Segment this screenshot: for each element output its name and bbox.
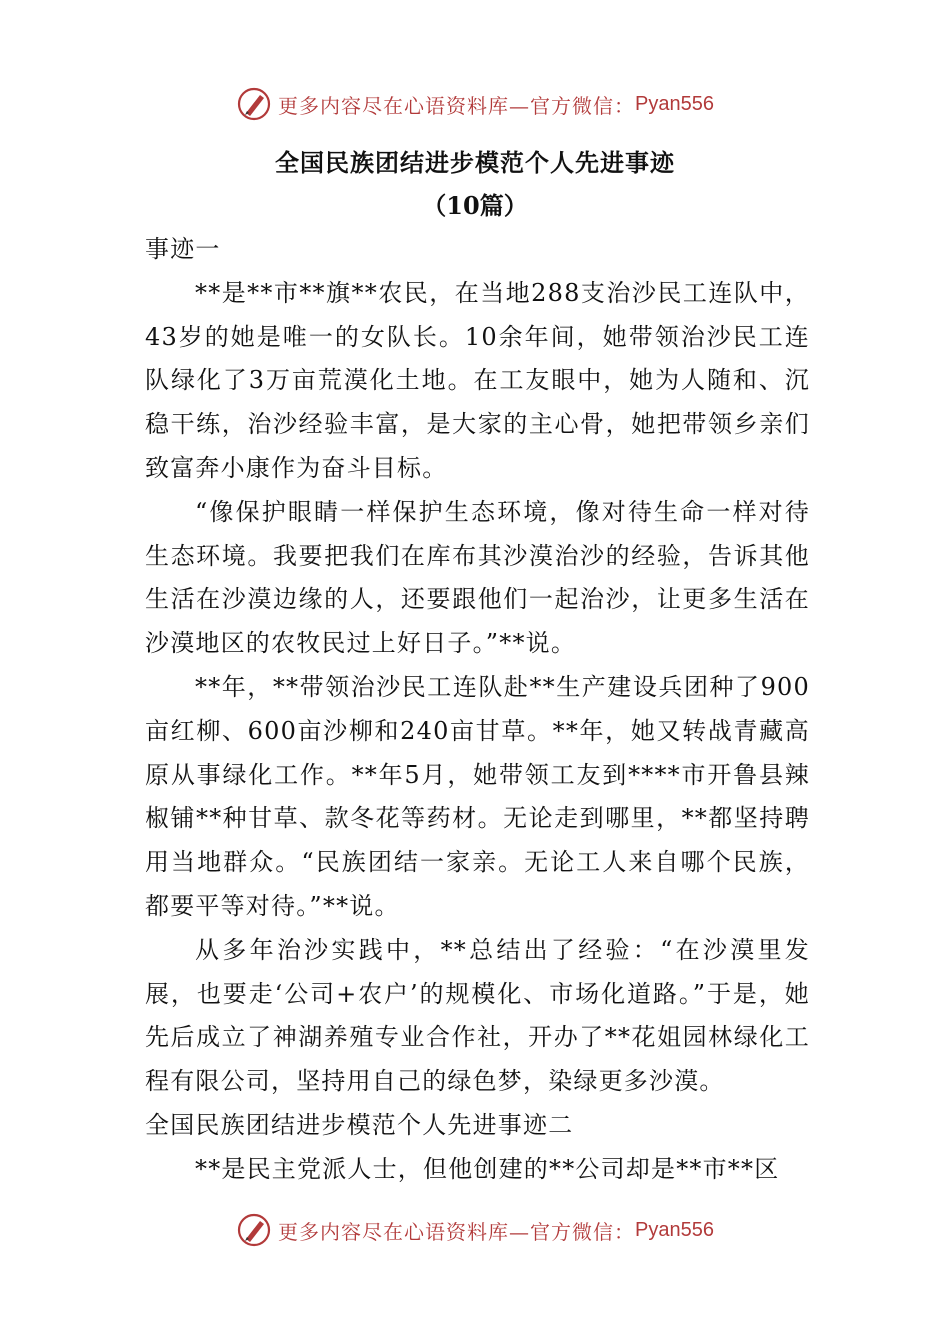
paragraph: 从多年治沙实践中，**总结出了经验：“在沙漠里发展，也要走‘公司+农户’的规模化、市场化道路。”于是，她先后成立了神湖养殖专业合作社，开办了**花姐园林绿化工程有限公司，坚持用自己的绿色梦，染绿更多沙漠。 bbox=[145, 935, 810, 1096]
document-title: 全国民族团结进步模范个人先进事迹 bbox=[275, 148, 675, 177]
header-banner bbox=[0, 84, 950, 124]
banner-text: 更多内容尽在心语资料库—官方微信： bbox=[278, 1219, 636, 1244]
section2-paragraph: **是民主党派人士，但他创建的**公司却是**市**区 bbox=[195, 1154, 780, 1183]
document-subtitle: （10篇） bbox=[422, 191, 528, 220]
document-body bbox=[145, 228, 810, 1192]
section-heading: 事迹一 bbox=[145, 235, 221, 263]
paragraph: **年，**带领治沙民工连队赴**生产建设兵团种了900亩红柳、600亩沙柳和240亩甘草。**年，她又转战青藏高原从事绿化工作。**年5月，她带领工友到****市开鲁县辣椒铺**种甘草、款冬花等药材。无论走到哪里，**都坚持聘用当地群众。“民族团结一家亲。无论工人来自哪个民族，都要平等对待。”**说。 bbox=[145, 672, 810, 920]
pen-logo-icon bbox=[236, 1212, 272, 1248]
paragraph: “像保护眼睛一样保护生态环境，像对待生命一样对待生态环境。我要把我们在库布其沙漠治沙的经验，告诉其他生活在沙漠边缘的人，还要跟他们一起治沙，让更多生活在沙漠地区的农牧民过上好日子。”**说。 bbox=[145, 497, 810, 658]
banner-text: 更多内容尽在心语资料库—官方微信： bbox=[278, 93, 636, 118]
section2-heading: 全国民族团结进步模范个人先进事迹二 bbox=[145, 1110, 574, 1139]
paragraph: **是**市**旗**农民，在当地288支治沙民工连队中，43岁的她是唯一的女队长。10余年间，她带领治沙民工连队绿化了3万亩荒漠化土地。在工友眼中，她为人随和、沉稳干练，治沙经验丰富，是大家的主心骨，她把带领乡亲们致富奔小康作为奋斗目标。 bbox=[145, 278, 810, 482]
footer-banner bbox=[0, 1210, 950, 1250]
pen-logo-icon bbox=[236, 86, 272, 122]
banner-wechat-id: Pyan556 bbox=[635, 92, 714, 115]
banner-wechat-id: Pyan556 bbox=[635, 1218, 714, 1241]
